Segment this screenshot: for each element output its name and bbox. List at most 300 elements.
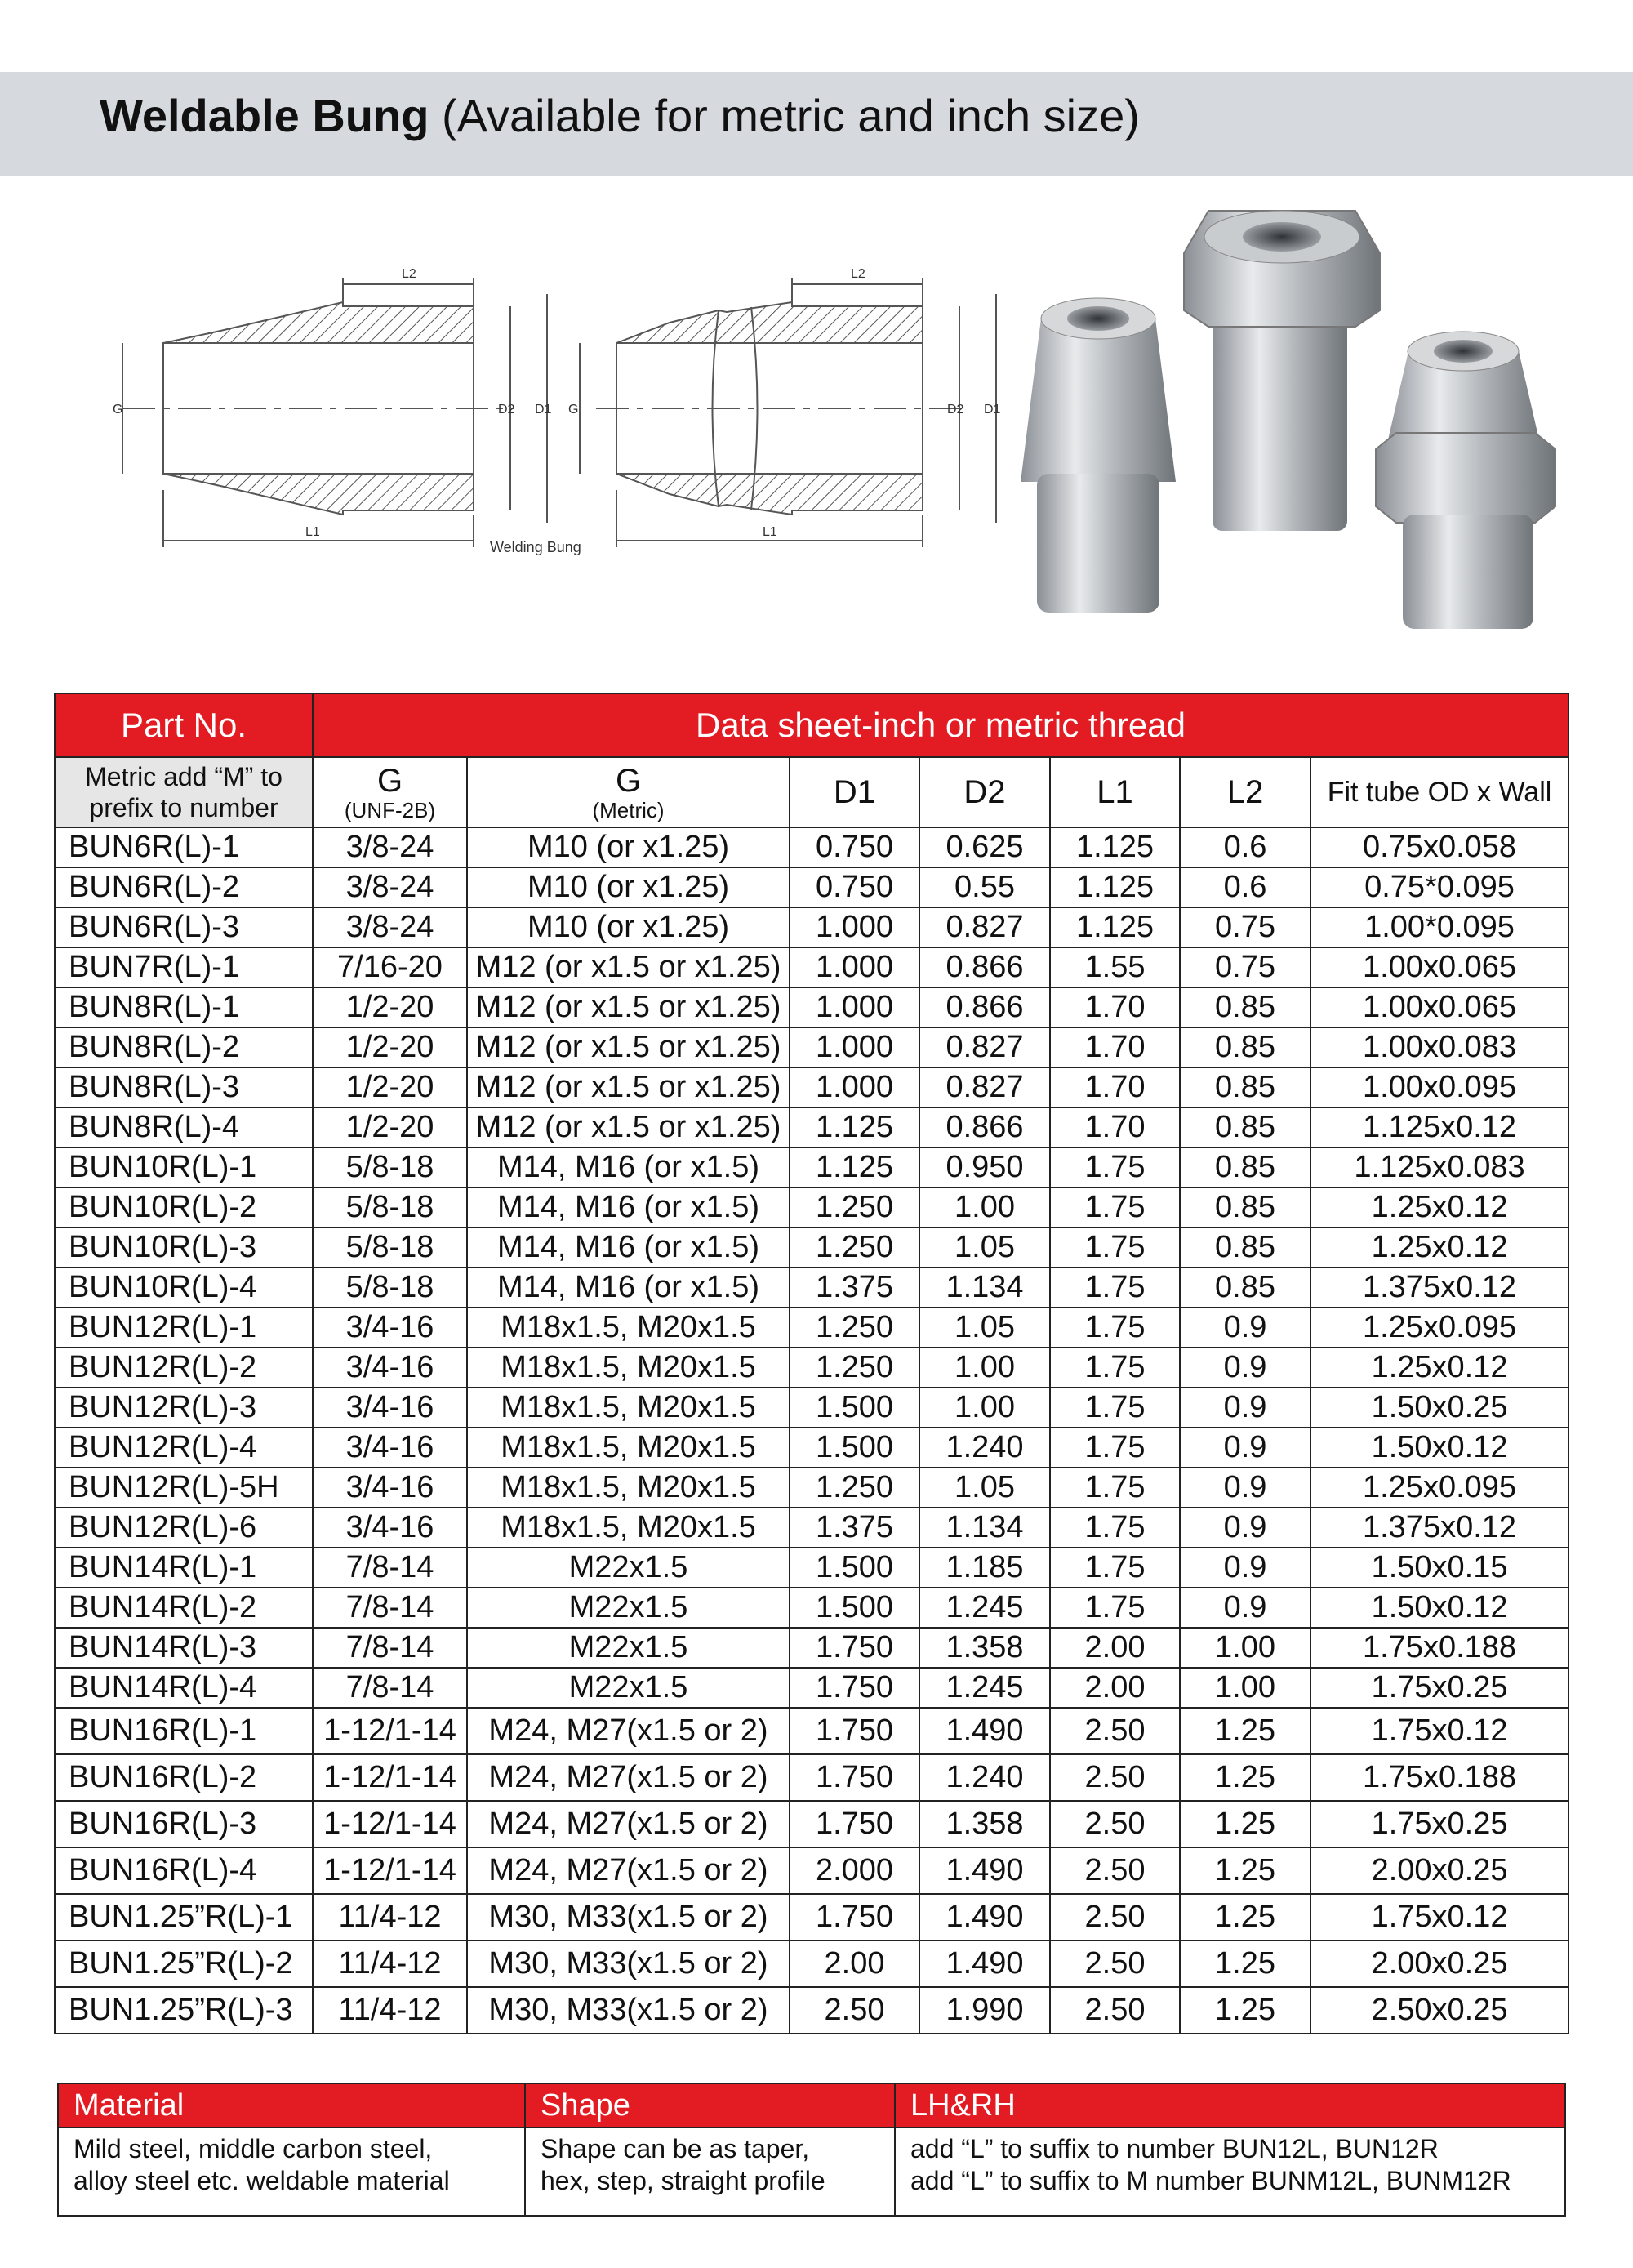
technical-drawing xyxy=(106,245,1021,572)
cell-d2: 0.827 xyxy=(919,907,1050,947)
cell-d2: 0.866 xyxy=(919,1107,1050,1147)
cell-d1: 0.750 xyxy=(790,827,919,867)
table-row xyxy=(55,947,1568,987)
taper-bung xyxy=(1021,298,1176,613)
cell-l2: 0.9 xyxy=(1180,1548,1310,1588)
cell-l1: 1.75 xyxy=(1050,1187,1180,1228)
cell-d2: 0.827 xyxy=(919,1027,1050,1067)
cell-d2: 0.827 xyxy=(919,1067,1050,1107)
drawing-label-d2: D2 xyxy=(498,403,515,417)
cell-g-metric: M30, M33(x1.5 or 2) xyxy=(467,1987,790,2034)
cell-l2: 0.85 xyxy=(1180,1268,1310,1308)
cell-d2: 1.490 xyxy=(919,1708,1050,1754)
cell-d2: 1.134 xyxy=(919,1508,1050,1548)
material-title: Material xyxy=(58,2083,525,2128)
cell-g-unf: 3/4-16 xyxy=(313,1388,467,1428)
cell-fit-tube: 1.00x0.065 xyxy=(1310,947,1568,987)
cell-l2: 0.9 xyxy=(1180,1348,1310,1388)
table-row xyxy=(55,907,1568,947)
page-title xyxy=(100,83,1140,149)
table-group-header xyxy=(55,693,1568,757)
cell-l1: 2.00 xyxy=(1050,1668,1180,1708)
cell-part-number: BUN1.25”R(L)-1 xyxy=(55,1894,313,1940)
cell-l2: 0.75 xyxy=(1180,907,1310,947)
cell-g-metric: M24, M27(x1.5 or 2) xyxy=(467,1754,790,1801)
cell-part-number: BUN12R(L)-2 xyxy=(55,1348,313,1388)
cell-l1: 1.75 xyxy=(1050,1268,1180,1308)
cell-part-number: BUN8R(L)-2 xyxy=(55,1027,313,1067)
col-header-g-metric-main: G xyxy=(615,763,642,799)
cell-g-unf: 1/2-20 xyxy=(313,1107,467,1147)
cell-g-unf: 7/8-14 xyxy=(313,1668,467,1708)
material-text xyxy=(58,2128,525,2216)
cell-d1: 1.250 xyxy=(790,1348,919,1388)
cell-d2: 1.990 xyxy=(919,1987,1050,2034)
cell-l1: 1.75 xyxy=(1050,1308,1180,1348)
cell-d2: 1.240 xyxy=(919,1754,1050,1801)
cell-fit-tube: 1.50x0.25 xyxy=(1310,1388,1568,1428)
cell-g-metric: M24, M27(x1.5 or 2) xyxy=(467,1708,790,1754)
cell-g-unf: 5/8-18 xyxy=(313,1228,467,1268)
cell-g-unf: 11/4-12 xyxy=(313,1987,467,2034)
cell-d2: 1.00 xyxy=(919,1187,1050,1228)
cell-d1: 1.000 xyxy=(790,907,919,947)
title-bold: Weldable Bung xyxy=(100,90,429,141)
cell-part-number: BUN1.25”R(L)-3 xyxy=(55,1987,313,2034)
cell-d2: 1.240 xyxy=(919,1428,1050,1468)
table-row xyxy=(55,1987,1568,2034)
cell-g-unf: 1/2-20 xyxy=(313,1027,467,1067)
cell-d1: 1.375 xyxy=(790,1268,919,1308)
drawing-label-l2: L2 xyxy=(402,267,416,281)
lhrh-title: LH&RH xyxy=(895,2083,1565,2128)
title-subtitle: (Available for metric and inch size) xyxy=(442,90,1140,141)
shape-line-1: Shape can be as taper, xyxy=(541,2134,810,2163)
cell-g-metric: M14, M16 (or x1.5) xyxy=(467,1228,790,1268)
col-header-g-unf-sub: (UNF-2B) xyxy=(344,798,436,822)
cell-d1: 2.000 xyxy=(790,1847,919,1894)
table-row xyxy=(55,1388,1568,1428)
cell-fit-tube: 1.375x0.12 xyxy=(1310,1508,1568,1548)
cell-fit-tube: 2.50x0.25 xyxy=(1310,1987,1568,2034)
cell-l1: 1.125 xyxy=(1050,867,1180,907)
cell-fit-tube: 1.75x0.12 xyxy=(1310,1708,1568,1754)
cell-l2: 0.6 xyxy=(1180,827,1310,867)
cell-g-metric: M18x1.5, M20x1.5 xyxy=(467,1388,790,1428)
table-row xyxy=(55,987,1568,1027)
cell-g-unf: 1-12/1-14 xyxy=(313,1754,467,1801)
cell-fit-tube: 1.50x0.12 xyxy=(1310,1588,1568,1628)
cell-d1: 0.750 xyxy=(790,867,919,907)
cell-d1: 1.750 xyxy=(790,1754,919,1801)
cell-g-metric: M22x1.5 xyxy=(467,1548,790,1588)
cell-g-unf: 3/4-16 xyxy=(313,1348,467,1388)
cell-l2: 0.85 xyxy=(1180,1107,1310,1147)
cell-d1: 1.750 xyxy=(790,1801,919,1847)
cell-d2: 0.866 xyxy=(919,947,1050,987)
cell-g-metric: M10 (or x1.25) xyxy=(467,867,790,907)
cell-d2: 1.490 xyxy=(919,1940,1050,1987)
cell-part-number: BUN14R(L)-3 xyxy=(55,1628,313,1668)
cell-part-number: BUN8R(L)-4 xyxy=(55,1107,313,1147)
cell-part-number: BUN10R(L)-4 xyxy=(55,1268,313,1308)
cell-fit-tube: 1.25x0.095 xyxy=(1310,1468,1568,1508)
cell-d2: 1.05 xyxy=(919,1468,1050,1508)
cell-g-unf: 1-12/1-14 xyxy=(313,1801,467,1847)
cell-g-unf: 7/16-20 xyxy=(313,947,467,987)
cell-d1: 1.000 xyxy=(790,987,919,1027)
data-sheet-header: Data sheet-inch or metric thread xyxy=(313,693,1568,757)
cell-l2: 0.85 xyxy=(1180,1187,1310,1228)
col-header-g-unf xyxy=(313,757,467,827)
cell-g-unf: 5/8-18 xyxy=(313,1147,467,1187)
cell-l1: 2.00 xyxy=(1050,1628,1180,1668)
cell-d2: 0.866 xyxy=(919,987,1050,1027)
cell-part-number: BUN12R(L)-4 xyxy=(55,1428,313,1468)
cell-part-number: BUN16R(L)-1 xyxy=(55,1708,313,1754)
table-row xyxy=(55,1588,1568,1628)
cell-d2: 1.490 xyxy=(919,1847,1050,1894)
cell-part-number: BUN8R(L)-1 xyxy=(55,987,313,1027)
cell-l2: 1.25 xyxy=(1180,1754,1310,1801)
cell-d2: 1.245 xyxy=(919,1668,1050,1708)
table-row xyxy=(55,1801,1568,1847)
prefix-note-line-2: prefix to number xyxy=(89,793,278,822)
cell-l1: 1.125 xyxy=(1050,827,1180,867)
cell-l1: 1.70 xyxy=(1050,1107,1180,1147)
hex-taper-bung xyxy=(1376,332,1555,629)
table-row xyxy=(55,1107,1568,1147)
col-header-g-unf-main: G xyxy=(376,763,403,799)
cell-l2: 0.9 xyxy=(1180,1308,1310,1348)
cell-l1: 1.75 xyxy=(1050,1548,1180,1588)
drawing-label-d1: D1 xyxy=(535,403,552,417)
cell-part-number: BUN8R(L)-3 xyxy=(55,1067,313,1107)
cell-part-number: BUN10R(L)-2 xyxy=(55,1187,313,1228)
cell-part-number: BUN10R(L)-3 xyxy=(55,1228,313,1268)
cell-part-number: BUN7R(L)-1 xyxy=(55,947,313,987)
cell-g-metric: M12 (or x1.5 or x1.25) xyxy=(467,987,790,1027)
cell-g-metric: M18x1.5, M20x1.5 xyxy=(467,1468,790,1508)
cell-part-number: BUN14R(L)-4 xyxy=(55,1668,313,1708)
cell-g-metric: M10 (or x1.25) xyxy=(467,827,790,867)
cell-l1: 2.50 xyxy=(1050,1801,1180,1847)
cell-g-metric: M18x1.5, M20x1.5 xyxy=(467,1428,790,1468)
cell-l2: 0.85 xyxy=(1180,987,1310,1027)
cell-fit-tube: 1.75x0.188 xyxy=(1310,1628,1568,1668)
cell-g-metric: M12 (or x1.5 or x1.25) xyxy=(467,1107,790,1147)
cell-g-metric: M24, M27(x1.5 or 2) xyxy=(467,1847,790,1894)
cell-g-metric: M18x1.5, M20x1.5 xyxy=(467,1308,790,1348)
cell-g-metric: M12 (or x1.5 or x1.25) xyxy=(467,947,790,987)
tall-hex-bung xyxy=(1184,211,1380,531)
cell-l2: 1.25 xyxy=(1180,1708,1310,1754)
cell-l1: 1.70 xyxy=(1050,987,1180,1027)
cell-d1: 1.000 xyxy=(790,947,919,987)
cell-g-metric: M10 (or x1.25) xyxy=(467,907,790,947)
cell-g-unf: 1-12/1-14 xyxy=(313,1847,467,1894)
cell-g-metric: M22x1.5 xyxy=(467,1668,790,1708)
cell-d1: 1.750 xyxy=(790,1894,919,1940)
cell-d1: 1.250 xyxy=(790,1468,919,1508)
cell-d2: 0.950 xyxy=(919,1147,1050,1187)
cell-l1: 1.75 xyxy=(1050,1588,1180,1628)
cell-d2: 1.134 xyxy=(919,1268,1050,1308)
table-row xyxy=(55,1027,1568,1067)
straight-bung-section xyxy=(122,278,547,547)
cell-g-unf: 3/8-24 xyxy=(313,907,467,947)
prefix-note-cell xyxy=(55,757,313,827)
lhrh-line-1: add “L” to suffix to number BUN12L, BUN12R xyxy=(910,2134,1439,2163)
cell-g-metric: M22x1.5 xyxy=(467,1588,790,1628)
table-row xyxy=(55,1308,1568,1348)
table-row xyxy=(55,1428,1568,1468)
drawing-caption: Welding Bung xyxy=(490,539,581,555)
cell-part-number: BUN10R(L)-1 xyxy=(55,1147,313,1187)
cell-d1: 1.500 xyxy=(790,1428,919,1468)
cell-fit-tube: 1.25x0.095 xyxy=(1310,1308,1568,1348)
cell-g-unf: 11/4-12 xyxy=(313,1940,467,1987)
cell-fit-tube: 1.75x0.12 xyxy=(1310,1894,1568,1940)
cell-g-unf: 7/8-14 xyxy=(313,1628,467,1668)
cell-part-number: BUN16R(L)-3 xyxy=(55,1801,313,1847)
cell-g-unf: 3/4-16 xyxy=(313,1508,467,1548)
info-table xyxy=(57,2083,1566,2217)
cell-l2: 0.85 xyxy=(1180,1067,1310,1107)
cell-l2: 0.85 xyxy=(1180,1147,1310,1187)
cell-g-unf: 3/8-24 xyxy=(313,867,467,907)
cell-g-unf: 1/2-20 xyxy=(313,987,467,1027)
cell-fit-tube: 1.00x0.065 xyxy=(1310,987,1568,1027)
cell-d1: 1.750 xyxy=(790,1628,919,1668)
cell-fit-tube: 1.50x0.12 xyxy=(1310,1428,1568,1468)
col-header-l1: L1 xyxy=(1050,757,1180,827)
cell-d2: 1.185 xyxy=(919,1548,1050,1588)
cell-l1: 2.50 xyxy=(1050,1847,1180,1894)
cell-l1: 1.125 xyxy=(1050,907,1180,947)
cell-l1: 1.70 xyxy=(1050,1027,1180,1067)
cell-d2: 1.00 xyxy=(919,1388,1050,1428)
cell-part-number: BUN12R(L)-5H xyxy=(55,1468,313,1508)
material-line-2: alloy steel etc. weldable material xyxy=(73,2166,450,2195)
cell-fit-tube: 2.00x0.25 xyxy=(1310,1940,1568,1987)
cell-d1: 1.250 xyxy=(790,1308,919,1348)
cell-l2: 0.85 xyxy=(1180,1228,1310,1268)
cell-l1: 2.50 xyxy=(1050,1894,1180,1940)
cell-g-unf: 3/4-16 xyxy=(313,1308,467,1348)
cell-l2: 0.9 xyxy=(1180,1508,1310,1548)
cell-g-metric: M12 (or x1.5 or x1.25) xyxy=(467,1067,790,1107)
cell-fit-tube: 1.00x0.095 xyxy=(1310,1067,1568,1107)
info-body-row xyxy=(58,2128,1565,2216)
cell-l2: 1.00 xyxy=(1180,1668,1310,1708)
cell-g-metric: M14, M16 (or x1.5) xyxy=(467,1187,790,1228)
cell-g-unf: 3/4-16 xyxy=(313,1428,467,1468)
cell-part-number: BUN14R(L)-2 xyxy=(55,1588,313,1628)
cell-fit-tube: 1.75x0.25 xyxy=(1310,1801,1568,1847)
cell-part-number: BUN6R(L)-3 xyxy=(55,907,313,947)
cell-g-metric: M30, M33(x1.5 or 2) xyxy=(467,1940,790,1987)
cell-part-number: BUN14R(L)-1 xyxy=(55,1548,313,1588)
drawing-label-d1-b: D1 xyxy=(984,403,1001,417)
cell-part-number: BUN6R(L)-1 xyxy=(55,827,313,867)
drawing-label-l1-b: L1 xyxy=(763,525,777,539)
drawing-label-g: G xyxy=(113,403,123,417)
table-row xyxy=(55,1348,1568,1388)
material-line-1: Mild steel, middle carbon steel, xyxy=(73,2134,433,2163)
cell-g-metric: M14, M16 (or x1.5) xyxy=(467,1268,790,1308)
cell-d1: 1.750 xyxy=(790,1668,919,1708)
cell-fit-tube: 1.125x0.12 xyxy=(1310,1107,1568,1147)
table-row xyxy=(55,1468,1568,1508)
cell-fit-tube: 1.25x0.12 xyxy=(1310,1348,1568,1388)
cell-g-unf: 3/4-16 xyxy=(313,1468,467,1508)
table-row xyxy=(55,1940,1568,1987)
table-row xyxy=(55,1147,1568,1187)
cell-g-unf: 1-12/1-14 xyxy=(313,1708,467,1754)
spec-table xyxy=(54,693,1569,2034)
cell-d2: 1.05 xyxy=(919,1228,1050,1268)
cell-l1: 1.75 xyxy=(1050,1388,1180,1428)
table-row xyxy=(55,1708,1568,1754)
cell-d2: 1.00 xyxy=(919,1348,1050,1388)
cell-l1: 2.50 xyxy=(1050,1708,1180,1754)
cell-l1: 2.50 xyxy=(1050,1754,1180,1801)
shape-title: Shape xyxy=(525,2083,895,2128)
cell-l1: 1.75 xyxy=(1050,1147,1180,1187)
cell-l2: 0.85 xyxy=(1180,1027,1310,1067)
cell-l2: 0.75 xyxy=(1180,947,1310,987)
cell-g-unf: 1/2-20 xyxy=(313,1067,467,1107)
cell-d2: 0.625 xyxy=(919,827,1050,867)
table-row xyxy=(55,867,1568,907)
table-row xyxy=(55,1548,1568,1588)
cell-g-metric: M22x1.5 xyxy=(467,1628,790,1668)
cell-g-unf: 7/8-14 xyxy=(313,1548,467,1588)
cell-l2: 1.25 xyxy=(1180,1894,1310,1940)
cell-g-unf: 3/8-24 xyxy=(313,827,467,867)
cell-l1: 1.75 xyxy=(1050,1508,1180,1548)
cell-d1: 2.50 xyxy=(790,1987,919,2034)
cell-l2: 0.9 xyxy=(1180,1428,1310,1468)
col-header-g-metric xyxy=(467,757,790,827)
cell-g-metric: M24, M27(x1.5 or 2) xyxy=(467,1801,790,1847)
table-row xyxy=(55,1268,1568,1308)
cell-l1: 2.50 xyxy=(1050,1940,1180,1987)
cell-l1: 1.75 xyxy=(1050,1468,1180,1508)
cell-d2: 1.358 xyxy=(919,1801,1050,1847)
cell-fit-tube: 1.375x0.12 xyxy=(1310,1268,1568,1308)
drawing-label-d2-b: D2 xyxy=(947,403,964,417)
cell-l1: 1.75 xyxy=(1050,1348,1180,1388)
table-row xyxy=(55,1067,1568,1107)
cell-g-unf: 11/4-12 xyxy=(313,1894,467,1940)
table-row xyxy=(55,1754,1568,1801)
cell-g-unf: 7/8-14 xyxy=(313,1588,467,1628)
cell-part-number: BUN1.25”R(L)-2 xyxy=(55,1940,313,1987)
drawing-label-g-b: G xyxy=(568,403,579,417)
shape-text xyxy=(525,2128,895,2216)
table-column-header xyxy=(55,757,1568,827)
cell-d1: 1.750 xyxy=(790,1708,919,1754)
table-row xyxy=(55,1228,1568,1268)
drawing-label-l1: L1 xyxy=(305,525,320,539)
cell-l1: 1.75 xyxy=(1050,1428,1180,1468)
cell-g-metric: M30, M33(x1.5 or 2) xyxy=(467,1894,790,1940)
cell-fit-tube: 1.50x0.15 xyxy=(1310,1548,1568,1588)
table-row xyxy=(55,1508,1568,1548)
cell-d1: 1.000 xyxy=(790,1027,919,1067)
prefix-note-line-1: Metric add “M” to xyxy=(85,762,283,791)
cell-part-number: BUN16R(L)-4 xyxy=(55,1847,313,1894)
cell-part-number: BUN12R(L)-6 xyxy=(55,1508,313,1548)
cell-l2: 0.9 xyxy=(1180,1588,1310,1628)
cell-fit-tube: 1.25x0.12 xyxy=(1310,1187,1568,1228)
cell-fit-tube: 2.00x0.25 xyxy=(1310,1847,1568,1894)
col-header-d1: D1 xyxy=(790,757,919,827)
cell-fit-tube: 1.75x0.25 xyxy=(1310,1668,1568,1708)
product-photo xyxy=(1012,204,1584,645)
cell-l1: 1.70 xyxy=(1050,1067,1180,1107)
cell-g-metric: M12 (or x1.5 or x1.25) xyxy=(467,1027,790,1067)
cell-g-unf: 5/8-18 xyxy=(313,1268,467,1308)
cell-d1: 1.250 xyxy=(790,1187,919,1228)
cell-l2: 1.25 xyxy=(1180,1987,1310,2034)
table-row xyxy=(55,1894,1568,1940)
cell-d1: 1.000 xyxy=(790,1067,919,1107)
cell-l2: 1.25 xyxy=(1180,1940,1310,1987)
drawing-label-l2-b: L2 xyxy=(851,267,865,281)
cell-fit-tube: 1.00x0.083 xyxy=(1310,1027,1568,1067)
cell-l2: 1.00 xyxy=(1180,1628,1310,1668)
cell-fit-tube: 0.75*0.095 xyxy=(1310,867,1568,907)
col-header-g-metric-sub: (Metric) xyxy=(592,798,665,822)
cell-l2: 0.6 xyxy=(1180,867,1310,907)
cell-d1: 1.125 xyxy=(790,1147,919,1187)
cell-g-unf: 5/8-18 xyxy=(313,1187,467,1228)
part-no-header: Part No. xyxy=(55,693,313,757)
cell-g-metric: M18x1.5, M20x1.5 xyxy=(467,1508,790,1548)
cell-part-number: BUN12R(L)-3 xyxy=(55,1388,313,1428)
cell-g-metric: M18x1.5, M20x1.5 xyxy=(467,1348,790,1388)
col-header-l2: L2 xyxy=(1180,757,1310,827)
table-row xyxy=(55,1668,1568,1708)
lhrh-text xyxy=(895,2128,1565,2216)
cell-d1: 1.125 xyxy=(790,1107,919,1147)
cell-d1: 1.375 xyxy=(790,1508,919,1548)
cell-l2: 1.25 xyxy=(1180,1801,1310,1847)
table-row xyxy=(55,1187,1568,1228)
cell-fit-tube: 1.25x0.12 xyxy=(1310,1228,1568,1268)
table-row xyxy=(55,1847,1568,1894)
cell-d1: 1.500 xyxy=(790,1388,919,1428)
cell-part-number: BUN6R(L)-2 xyxy=(55,867,313,907)
cell-d2: 1.490 xyxy=(919,1894,1050,1940)
cell-d2: 1.358 xyxy=(919,1628,1050,1668)
lhrh-line-2: add “L” to suffix to M number BUNM12L, BUNM12R xyxy=(910,2166,1511,2195)
cell-d1: 2.00 xyxy=(790,1940,919,1987)
cell-d2: 0.55 xyxy=(919,867,1050,907)
table-row xyxy=(55,1628,1568,1668)
table-row xyxy=(55,827,1568,867)
cell-l2: 0.9 xyxy=(1180,1468,1310,1508)
cell-l1: 2.50 xyxy=(1050,1987,1180,2034)
cell-fit-tube: 1.00*0.095 xyxy=(1310,907,1568,947)
cell-g-metric: M14, M16 (or x1.5) xyxy=(467,1147,790,1187)
spec-table-body xyxy=(55,827,1568,2034)
cell-part-number: BUN16R(L)-2 xyxy=(55,1754,313,1801)
col-header-d2: D2 xyxy=(919,757,1050,827)
